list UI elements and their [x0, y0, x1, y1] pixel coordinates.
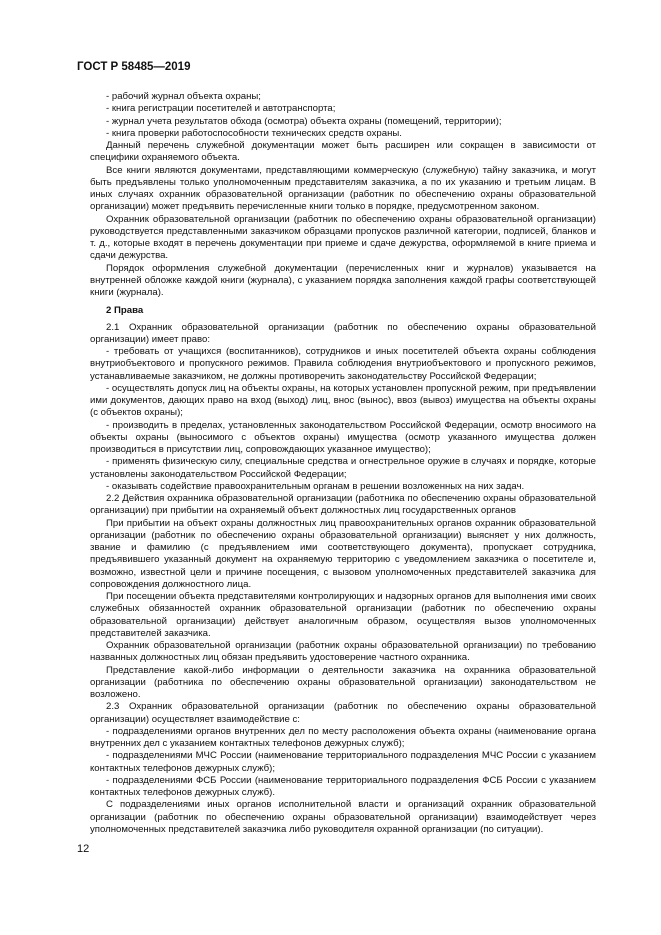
paragraph: С подразделениями иных органов исполнительной власти и организаций охранник образовательной организации (работник по обеспечению охраны образовательной организации) взаимодействует через уполномоченных представителей заказчика либо руководителя охранной организации (по ситуации).: [90, 799, 596, 835]
document-body: [90, 91, 596, 836]
list-item: - подразделениями ФСБ России (наименование территориального подразделения ФСБ России с указанием контактных телефонов дежурных служб).: [90, 774, 596, 798]
list-item: - рабочий журнал объекта охраны;: [106, 91, 261, 102]
paragraph: Порядок оформления служебной документации (перечисленных книг и журналов) указывается на внутренней обложке каждой книги (журнала), с указанием порядка заполнения каждой графы соответствующей книги (журнала).: [90, 262, 596, 298]
paragraph: Все книги являются документами, представляющими коммерческую (служебную) тайну заказчика, и могут быть предъявлены только уполномоченным представителям заказчика, а по их указанию и третьим лицам. В иных случаях охранник образовательной организации (работник по обеспечению охраны образовательной организации) может предъявить перечисленные книги только в порядке, предусмотренном законом.: [90, 164, 596, 213]
paragraph: 2.1 Охранник образовательной организации (работник по обеспечению охраны образовательной организации) имеет право:: [90, 321, 596, 345]
paragraph: При посещении объекта представителями контролирующих и надзорных органов для выполнения ими своих служебных обязанностей охранник образовательной организации (работник по обеспечению охраны образовательной организации) действует аналогичным образом, осуществляя вызов уполномоченных представителей заказчика.: [90, 591, 596, 639]
list-item: - книга регистрации посетителей и автотранспорта;: [106, 103, 336, 115]
section-heading: 2 Права: [106, 305, 144, 317]
page-number: 12: [77, 843, 90, 855]
list-item: - производить в пределах, установленных законодательством Российской Федерации, осмотр вносимого на объекты охраны (выносимого с объектов охраны) имущества (осмотр указанного имущества должен производиться в присутствии лиц, сопровождающих указанное имущество);: [90, 419, 596, 455]
paragraph: При прибытии на объект охраны должностных лиц правоохранительных органов охранник образовательной организации (работник по обеспечению охраны образовательной организации) выясняет у них должность, звание и фамилию (с предъявлением ими соответствующего документа), пропускает сотрудника, предъявившего указанный документ на охраняемую территорию с уведомлением заказчика о посетителе и, возможно, известной цели и причине посещения, с вызовом уполномоченных представителей заказчика для сопровождения должностного лица.: [90, 517, 596, 590]
list-item: - применять физическую силу, специальные средства и огнестрельное оружие в случаях и порядке, которые установлены законодательством Российской Федерации;: [90, 456, 596, 480]
list-item: - требовать от учащихся (воспитанников), сотрудников и иных посетителей объекта охраны соблюдения внутриобъектового и пропускного режимов. Правила соблюдения внутриобъектового и пропускного режимов, устанавливаемые заказчиком, не должны противоречить законодательству Российской Федерации;: [90, 346, 596, 382]
paragraph: Данный перечень служебной документации может быть расширен или сокращен в зависимости от специфики охраняемого объекта.: [90, 140, 596, 164]
document-header: ГОСТ Р 58485—2019: [77, 61, 191, 73]
list-item: - подразделениями МЧС России (наименование территориального подразделения МЧС России с указанием контактных телефонов дежурных служб);: [90, 750, 596, 774]
paragraph: Охранник образовательной организации (работник охраны образовательной организации) по требованию названных должностных лиц обязан предъявить удостоверение частного охранника.: [90, 640, 596, 664]
paragraph: Представление какой-либо информации о деятельности заказчика на охранника образовательной организации (работника по обеспечению охраны образовательной организации) законодательством не возложено.: [90, 664, 596, 700]
paragraph: 2.2 Действия охранника образовательной организации (работника по обеспечению охраны образовательной организации) при прибытии на охраняемый объект должностных лиц государственных органов: [90, 493, 596, 517]
list-item: - книга проверки работоспособности технических средств охраны.: [106, 127, 402, 139]
paragraph: 2.3 Охранник образовательной организации (работник по обеспечению охраны образовательной организации) осуществляет взаимодействие с:: [90, 701, 596, 725]
list-item: - журнал учета результатов обхода (осмотра) объекта охраны (помещений, территории);: [106, 115, 502, 127]
paragraph: Охранник образовательной организации (работник по обеспечению охраны образовательной организации) руководствуется представленными заказчиком образцами пропусков различной категории, подписей, бланков и т. д., которые входят в перечень документации при приеме и сдаче дежурства, оформляемой в книге приема и сдачи дежурства.: [90, 213, 596, 262]
list-item: - оказывать содействие правоохранительным органам в решении возложенных на них задач.: [106, 480, 525, 492]
list-item: - осуществлять допуск лиц на объекты охраны, на которых установлен пропускной режим, при предъявлении ими документов, дающих право на вход (выход) лиц, внос (вынос), ввоз (вывоз) имущества на объекты охраны (с объектов охраны);: [90, 382, 596, 419]
list-item: - подразделениями органов внутренних дел по месту расположения объекта охраны (наименование органа внутренних дел с указанием контактных телефонов дежурных служб);: [90, 725, 596, 749]
